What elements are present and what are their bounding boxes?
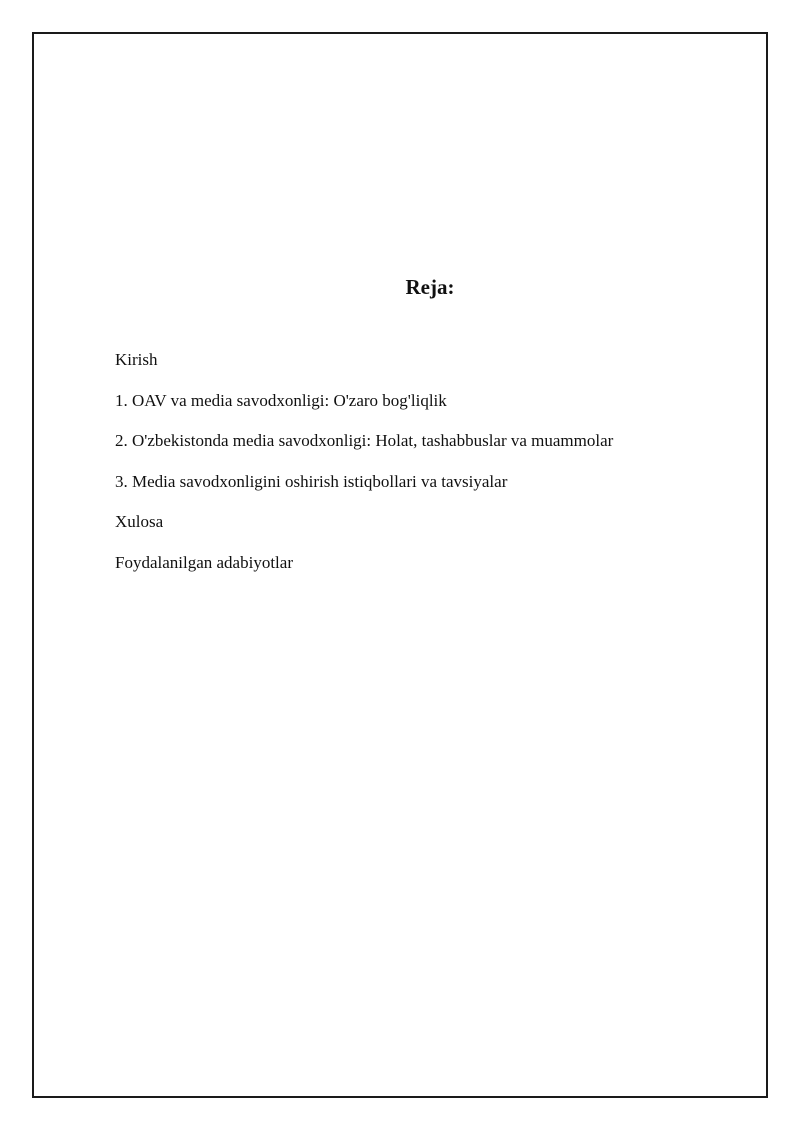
page-title: Reja: <box>405 275 455 299</box>
toc-item-section-2: 2. O'zbekistonda media savodxonligi: Holat, tashabbuslar va muammolar <box>115 431 614 450</box>
toc-item-section-3: 3. Media savodxonligini oshirish istiqbollari va tavsiyalar <box>115 471 508 491</box>
table-of-contents <box>115 350 613 593</box>
toc-item-conclusion: Xulosa <box>115 512 164 531</box>
toc-item-references: Foydalanilgan adabiyotlar <box>115 552 293 572</box>
toc-item-introduction: Kirish <box>115 350 158 369</box>
toc-item-section-1: 1. OAV va media savodxonligi: O'zaro bog'liqlik <box>115 390 447 410</box>
